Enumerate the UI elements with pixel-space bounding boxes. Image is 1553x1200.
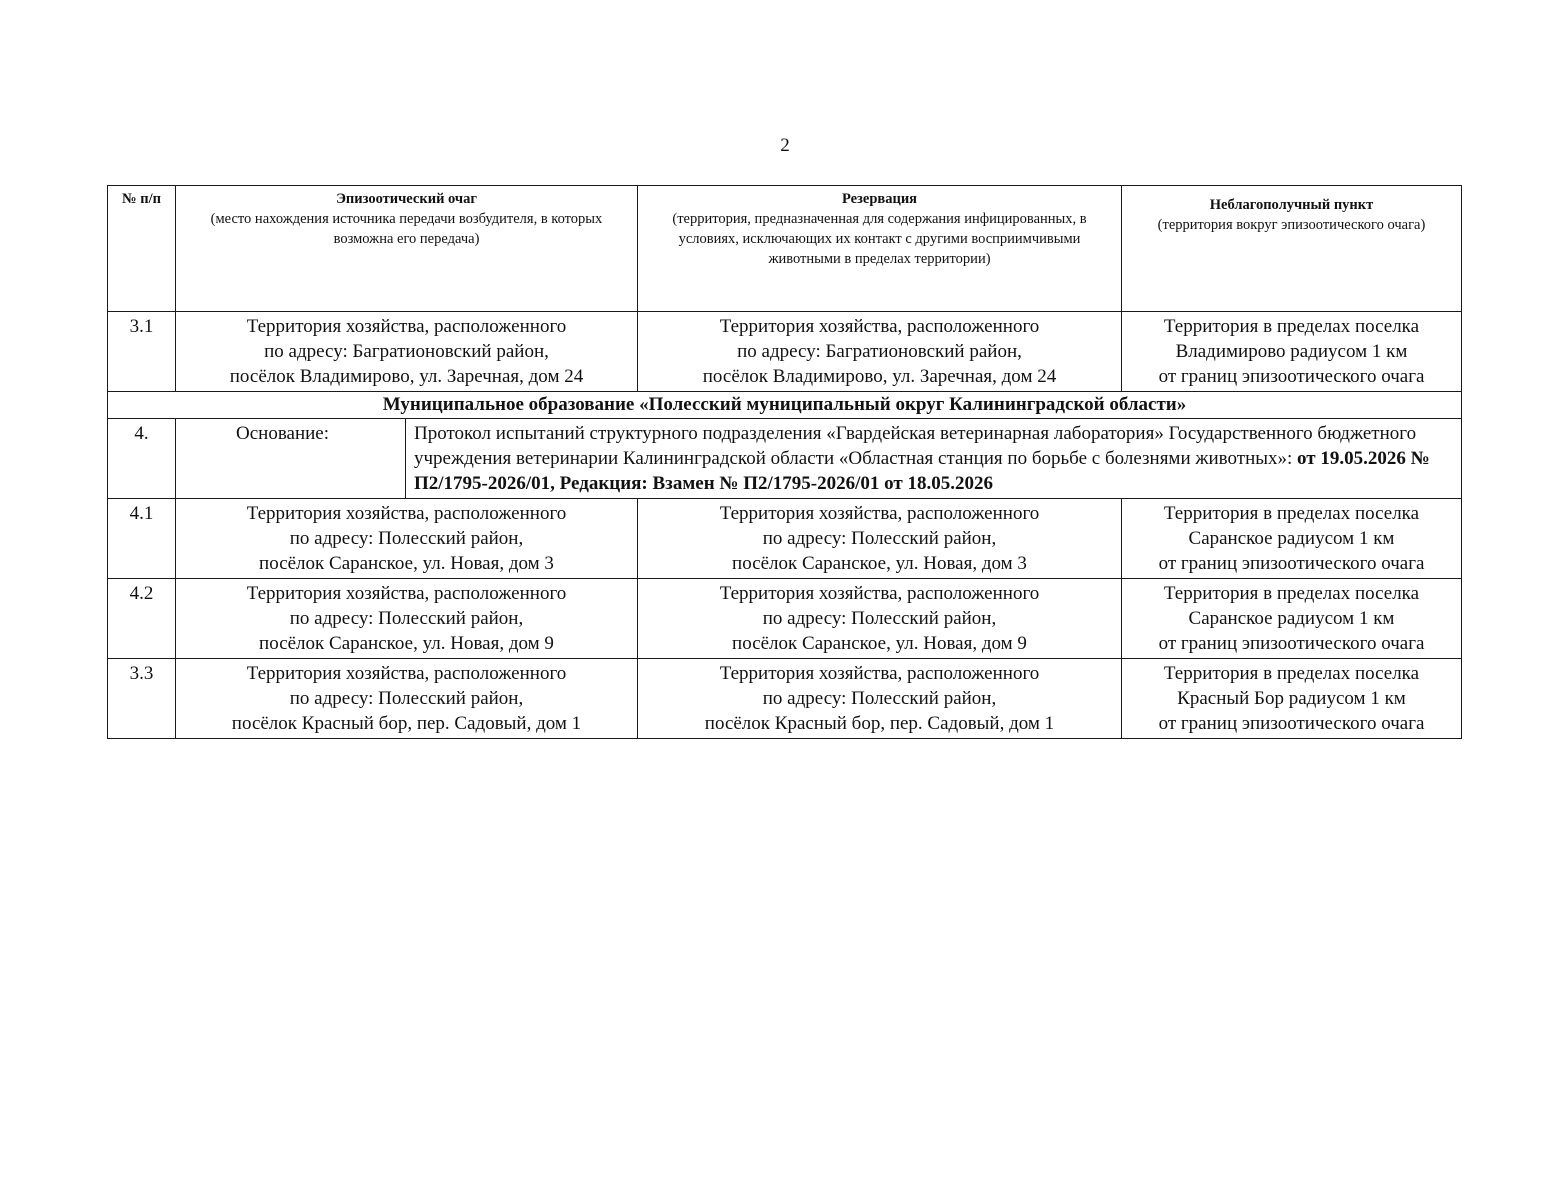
header-focus [176, 186, 638, 312]
focus-line: Территория хозяйства, расположенного [246, 316, 567, 337]
point-line: Территория в пределах поселка [1163, 503, 1420, 524]
focus-cell [176, 499, 638, 579]
reservation-line: Территория хозяйства, расположенного [719, 503, 1040, 524]
header-point [1122, 186, 1462, 312]
reservation-line: посёлок Саранское, ул. Новая, дом 3 [732, 553, 1027, 574]
reservation-cell [638, 499, 1122, 579]
focus-cell [176, 579, 638, 659]
reservation-line: посёлок Красный бор, пер. Садовый, дом 1 [704, 713, 1055, 734]
focus-line: посёлок Владимирово, ул. Заречная, дом 24 [229, 366, 584, 387]
municipality-heading: Муниципальное образование «Полесский муниципальный округ Калининградской области» [108, 392, 1462, 419]
table-row [108, 579, 1462, 659]
table-row [108, 659, 1462, 739]
basis-text [406, 419, 1462, 499]
header-reservation-subtitle: (территория, предназначенная для содержания инфицированных, в условиях, исключающих их контакт с другими восприимчивыми животными в пределах территории) [672, 211, 1087, 267]
focus-line: посёлок Красный бор, пер. Садовый, дом 1 [231, 713, 582, 734]
reservation-line: посёлок Владимирово, ул. Заречная, дом 24 [702, 366, 1057, 387]
focus-cell [176, 659, 638, 739]
point-line: Территория в пределах поселка [1163, 316, 1420, 337]
reservation-cell [638, 312, 1122, 392]
focus-line: Территория хозяйства, расположенного [246, 503, 567, 524]
focus-line: Территория хозяйства, расположенного [246, 583, 567, 604]
header-point-title: Неблагополучный пункт [1209, 197, 1374, 213]
point-line: Территория в пределах поселка [1163, 663, 1420, 684]
point-line: от границ эпизоотического очага [1158, 633, 1425, 654]
reservation-line: по адресу: Полесский район, [762, 608, 997, 629]
basis-label [176, 419, 406, 499]
basis-text-bold: от 19.05.2026 № П2/1795-2026/01, Редакция: Взамен № П2/1795-2026/01 от 18.05.2026 [414, 448, 1430, 494]
point-line: Красный Бор радиусом 1 км [1177, 688, 1406, 709]
header-reservation [638, 186, 1122, 312]
point-line: от границ эпизоотического очага [1158, 553, 1425, 574]
reservation-line: по адресу: Полесский район, [762, 528, 997, 549]
reservation-line: Территория хозяйства, расположенного [719, 663, 1040, 684]
point-line: Территория в пределах поселка [1163, 583, 1420, 604]
point-line: Саранское радиусом 1 км [1188, 528, 1395, 549]
focus-line: посёлок Саранское, ул. Новая, дом 9 [259, 633, 554, 654]
basis-num: 4. [108, 419, 176, 499]
point-line: Владимирово радиусом 1 км [1175, 341, 1408, 362]
header-focus-title: Эпизоотический очаг [336, 191, 477, 207]
basis-row [108, 419, 1462, 499]
point-line: от границ эпизоотического очага [1158, 366, 1425, 387]
focus-line: по адресу: Полесский район, [289, 688, 524, 709]
page-number: 2 [780, 135, 790, 156]
reservation-cell [638, 579, 1122, 659]
row-num: 3.1 [108, 312, 176, 392]
municipality-row [108, 392, 1462, 419]
reservation-line: посёлок Саранское, ул. Новая, дом 9 [732, 633, 1027, 654]
point-cell [1122, 579, 1462, 659]
reservation-cell [638, 659, 1122, 739]
reservation-line: Территория хозяйства, расположенного [719, 583, 1040, 604]
focus-line: посёлок Саранское, ул. Новая, дом 3 [259, 553, 554, 574]
row-num: 4.1 [108, 499, 176, 579]
row-num: 3.3 [108, 659, 176, 739]
reservation-line: Территория хозяйства, расположенного [719, 316, 1040, 337]
basis-label-text: Основание: [236, 423, 330, 444]
header-reservation-title: Резервация [841, 191, 918, 207]
point-cell [1122, 499, 1462, 579]
episootic-table [107, 185, 1462, 739]
header-focus-subtitle: (место нахождения источника передачи возбудителя, в которых возможна его передача) [210, 211, 603, 247]
reservation-line: по адресу: Багратионовский район, [737, 341, 1022, 362]
point-cell [1122, 659, 1462, 739]
point-cell [1122, 312, 1462, 392]
table-header-row [108, 186, 1462, 312]
focus-line: Территория хозяйства, расположенного [246, 663, 567, 684]
header-point-subtitle: (территория вокруг эпизоотического очага) [1157, 217, 1426, 233]
focus-line: по адресу: Багратионовский район, [264, 341, 549, 362]
table-row [108, 312, 1462, 392]
header-num: № п/п [108, 186, 176, 312]
focus-cell [176, 312, 638, 392]
point-line: от границ эпизоотического очага [1158, 713, 1425, 734]
focus-line: по адресу: Полесский район, [289, 528, 524, 549]
row-num: 4.2 [108, 579, 176, 659]
table-row [108, 499, 1462, 579]
focus-line: по адресу: Полесский район, [289, 608, 524, 629]
reservation-line: по адресу: Полесский район, [762, 688, 997, 709]
basis-text-plain: Протокол испытаний структурного подразделения «Гвардейская ветеринарная лаборатория» Государственного бюджетного учреждения ветеринарии Калининградской области «Областная станция по борьбе с болезнями животных»: [414, 423, 1417, 469]
point-line: Саранское радиусом 1 км [1188, 608, 1395, 629]
